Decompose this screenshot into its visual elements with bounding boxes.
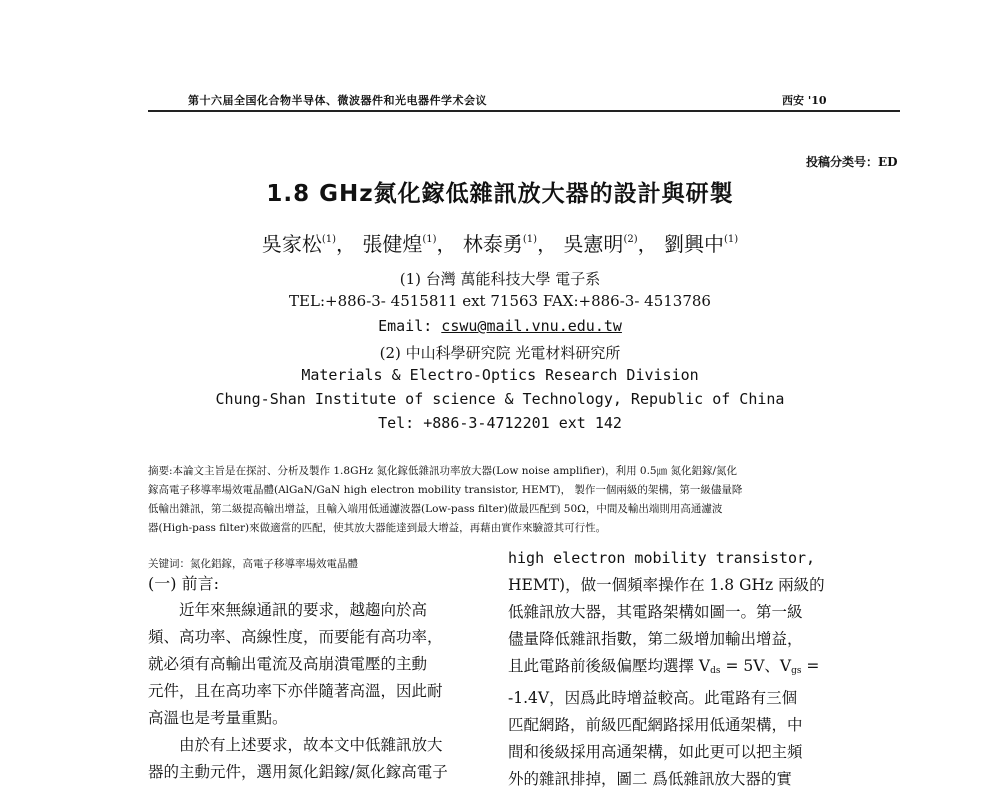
header-rule	[148, 110, 900, 112]
author-name: 劉興中	[663, 232, 724, 256]
body-line: 儘量降低雜訊指數，第二級增加輸出增益，	[508, 630, 803, 648]
affiliation-1-tel: TEL:+886-3- 4515811 ext 71563 FAX:+886-3- 4513786	[289, 292, 711, 310]
author-name: 林泰勇	[462, 232, 523, 256]
vds-subscript: ds	[710, 666, 721, 676]
author-list: 吳家松$^{(1)}$， 張健煌$^{(1)}$， 林泰勇$^{(1)}$， 吳憲明$^{(2)}$， 劉興中$^{(1)}$	[261, 232, 739, 256]
affiliation-1: (1) 台灣 萬能科技大學 電子系	[399, 270, 601, 288]
affiliation-2: (2) 中山科學研究院 光電材料研究所	[379, 344, 621, 362]
author-mark: (1)	[321, 234, 337, 245]
body-line: HEMT)，做一個頻率操作在 1.8 GHz 兩級的	[508, 576, 825, 594]
right-column	[508, 545, 853, 793]
body-line: 就必須有高輸出電流及高崩潰電壓的主動	[148, 655, 428, 673]
author-mark: (1)	[522, 234, 538, 245]
email-link[interactable]: cswu@mail.vnu.edu.tw	[441, 317, 622, 335]
body-line: 外的雜訊排掉，圖二 爲低雜訊放大器的實	[508, 770, 792, 788]
section-heading: (一) 前言:	[148, 574, 219, 593]
abstract	[148, 462, 900, 538]
affiliation-2-division: Materials & Electro-Optics Research Division	[301, 366, 699, 384]
body-line: 由於有上述要求，故本文中低雜訊放大	[148, 736, 443, 754]
body-line: 低雜訊放大器，其電路架構如圖一。第一級	[508, 603, 803, 621]
body-line: high electron mobility transistor,	[508, 549, 816, 567]
category-number: 投稿分类号：ED	[806, 155, 898, 169]
body-line: 近年來無線通訊的要求，越趨向於高	[148, 601, 428, 619]
body-line: -1.4V，因爲此時增益較高。此電路有三個	[508, 689, 798, 707]
abstract-line: 器(High-pass filter)來做適當的匹配，使其放大器能達到最大增益，再藉由實作來驗證其可行性。	[148, 522, 607, 534]
abstract-line: 低輸出雜訊，第二級提高輸出增益，且輸入端用低通濾波器(Low-pass filter)做最匹配到 50Ω，中間及輸出端則用高通濾波	[148, 503, 723, 515]
author-name: 吳憲明	[563, 232, 624, 256]
bias-post: =	[801, 657, 820, 675]
bias-pre: 且此電路前後級偏壓均選擇 V	[508, 657, 711, 675]
paper-title: 1.8 GHz氮化鎵低雜訊放大器的設計與研製	[266, 181, 734, 207]
affiliation-2-institute: Chung-Shan Institute of science & Technology, Republic of China	[215, 390, 785, 408]
keywords: 关键词：氮化鋁鎵，高電子移導率場效電晶體	[148, 558, 358, 570]
body-line: 元件，且在高功率下亦伴隨著高溫，因此耐	[148, 682, 443, 700]
body-line: 器的主動元件，選用氮化鋁鎵/氮化鎵高電子	[148, 763, 448, 781]
body-line: 匹配網路，前級匹配網路採用低通架構，中	[508, 716, 803, 734]
affiliation-2-tel: Tel: +886-3-4712201 ext 142	[378, 414, 622, 432]
affiliation-1-email-line	[0, 317, 1000, 335]
body-line: 高溫也是考量重點。	[148, 709, 288, 727]
author-name: 張健煌	[362, 232, 423, 256]
author-mark: (1)	[422, 234, 437, 245]
venue-header: 西安 '10	[782, 94, 827, 107]
author-mark: (1)	[723, 234, 739, 245]
bias-line	[508, 653, 853, 685]
vgs-subscript: gs	[791, 666, 802, 676]
abstract-line: 鎵高電子移導率場效電晶體(AlGaN/GaN high electron mobility transistor, HEMT)， 製作一個兩級的架構，第一級儘量降	[148, 484, 743, 496]
body-line: 間和後級採用高通架構，如此更可以把主頻	[508, 743, 803, 761]
author-name: 吳家松	[261, 232, 322, 256]
left-column	[148, 570, 493, 786]
conference-header: 第十六届全国化合物半导体、微波器件和光电器件学术会议	[188, 94, 487, 107]
abstract-line: 摘要:本論文主旨是在探討、分析及製作 1.8GHz 氮化鎵低雜訊功率放大器(Low noise amplifier)，利用 0.5㎛ 氮化鋁鎵/氮化	[148, 465, 737, 477]
bias-mid: = 5V、V	[720, 657, 792, 675]
author-mark: (2)	[623, 234, 638, 245]
body-line: 頻、高功率、高線性度，而要能有高功率，	[148, 628, 443, 646]
email-label: Email:	[378, 317, 442, 335]
